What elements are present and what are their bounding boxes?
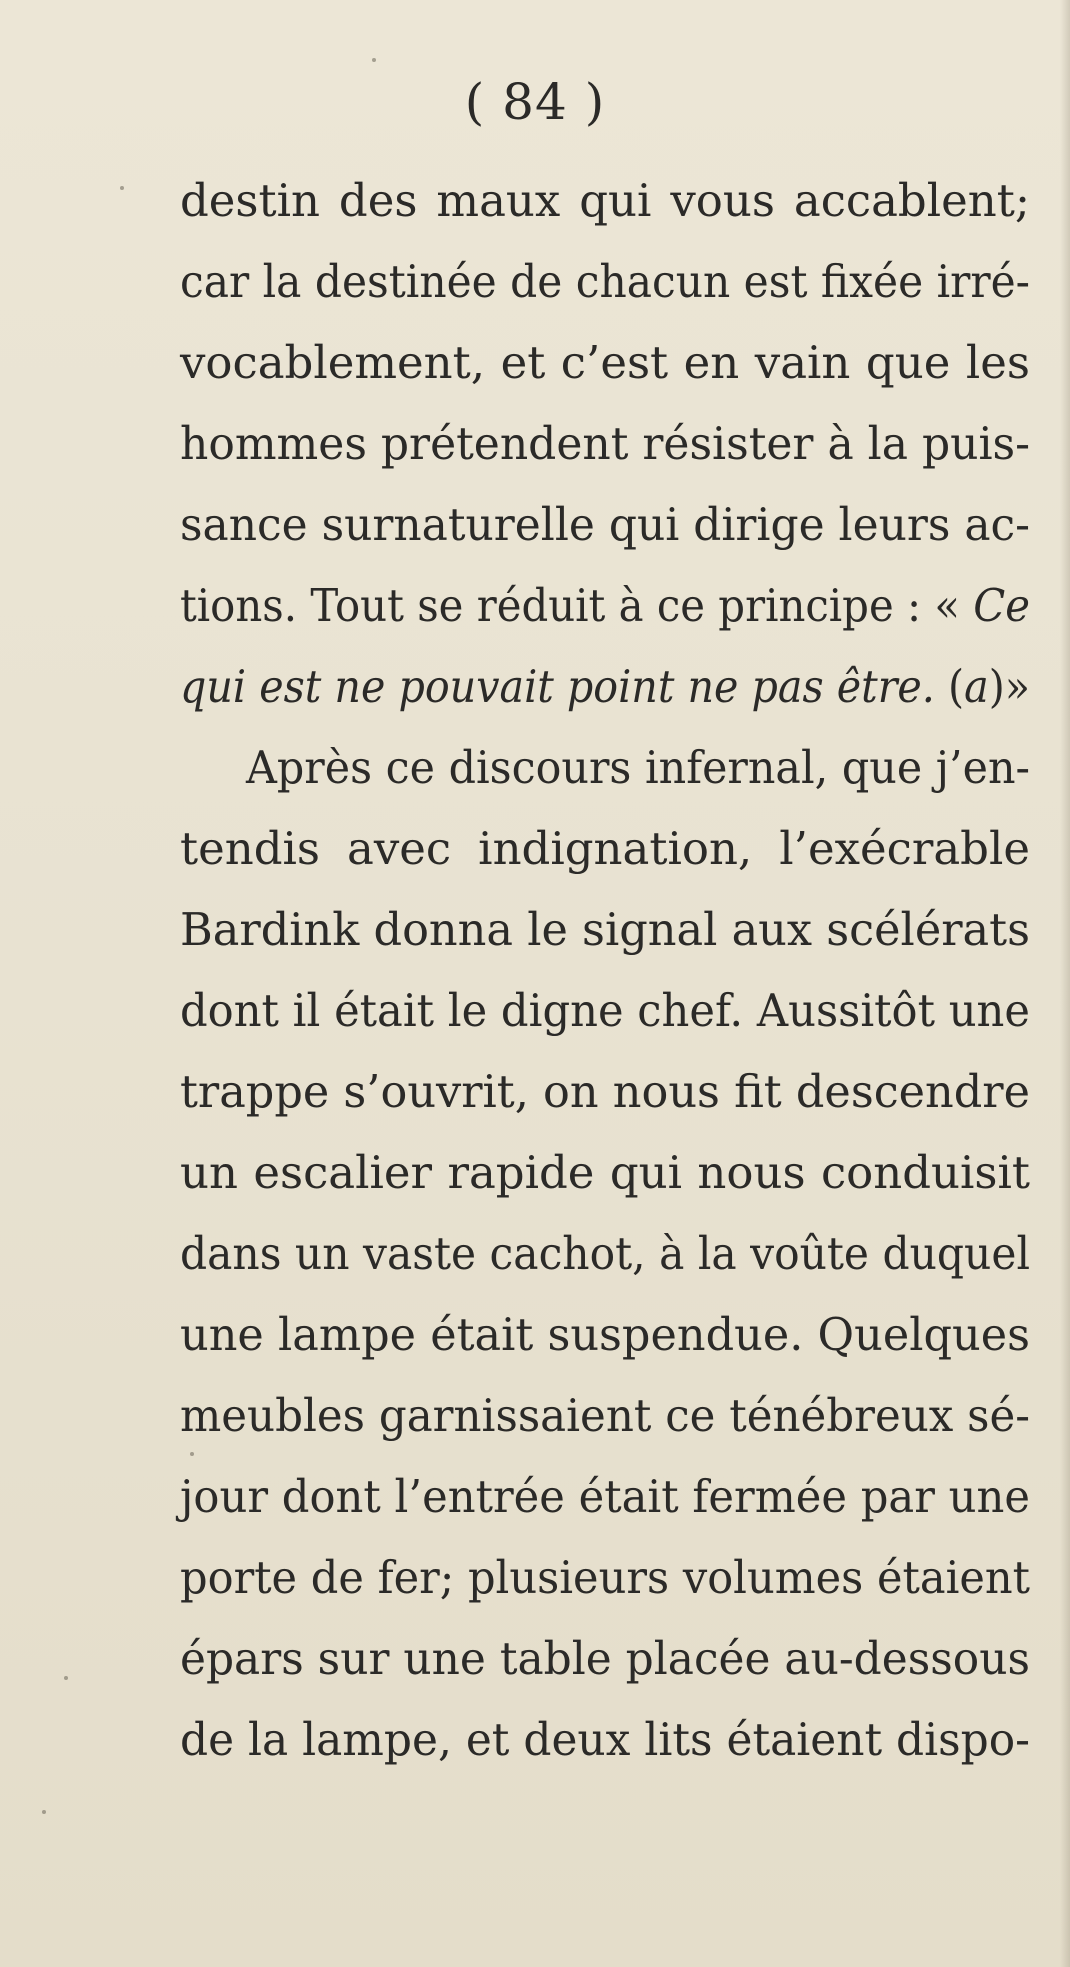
line-content — [180, 160, 1030, 241]
text-line — [180, 1132, 1050, 1213]
line-content — [180, 1294, 1030, 1375]
italic-text-segment: Ce — [973, 579, 1030, 632]
text-segment: épars sur une table placée au-dessous — [180, 1632, 1030, 1685]
text-segment: jour dont l’entrée était fermée par une — [180, 1470, 1030, 1523]
text-segment: de la lampe, et deux lits étaient dispo- — [180, 1713, 1030, 1766]
text-segment: Après ce discours infernal, que j’en- — [246, 741, 1030, 794]
text-line — [180, 727, 1050, 808]
text-line — [180, 1537, 1050, 1618]
line-content — [180, 1375, 1030, 1456]
text-segment: une lampe était suspendue. Quelques — [180, 1308, 1030, 1361]
line-content — [180, 241, 1030, 322]
text-line — [180, 484, 1050, 565]
text-segment: trappe s’ouvrit, on nous fit descendre — [180, 1065, 1030, 1118]
text-segment: porte de fer; plusieurs volumes étaient — [180, 1551, 1030, 1604]
text-segment: vocablement, et c’est en vain que les — [180, 336, 1030, 389]
paper-speck — [42, 1810, 46, 1814]
text-segment: ( — [934, 660, 965, 713]
line-content — [180, 565, 1030, 646]
text-segment: dans un vaste cachot, à la voûte duquel — [180, 1227, 1030, 1280]
line-content — [180, 1051, 1030, 1132]
text-line — [180, 1456, 1050, 1537]
text-segment: meubles garnissaient ce ténébreux sé- — [180, 1389, 1030, 1442]
text-line — [180, 241, 1050, 322]
paper-speck — [120, 186, 124, 190]
line-content — [180, 322, 1030, 403]
text-line — [180, 1699, 1050, 1780]
text-segment: tendis avec indignation, l’exécrable — [180, 822, 1030, 875]
paper-speck — [64, 1676, 68, 1680]
line-content — [246, 727, 1030, 808]
text-line — [180, 970, 1050, 1051]
text-segment: car la destinée de chacun est fixée irré- — [180, 255, 1030, 308]
line-content — [180, 403, 1030, 484]
text-line — [180, 565, 1050, 646]
text-line — [180, 403, 1050, 484]
paper-speck — [372, 58, 376, 62]
line-content — [180, 889, 1030, 970]
line-content — [180, 808, 1030, 889]
italic-text-segment: qui est ne pouvait point ne pas être. — [180, 660, 935, 713]
text-line — [180, 1618, 1050, 1699]
text-line — [180, 1213, 1050, 1294]
line-content — [180, 1456, 1030, 1537]
line-content — [180, 484, 1030, 565]
paper-speck — [190, 1452, 194, 1456]
text-line — [180, 1294, 1050, 1375]
page-spine-shadow — [1060, 0, 1070, 1967]
text-segment: Bardink donna le signal aux scélérats — [180, 903, 1030, 956]
text-segment: dont il était le digne chef. Aussitôt une — [180, 984, 1030, 1037]
line-content — [180, 646, 1030, 727]
text-segment: un escalier rapide qui nous conduisit — [180, 1146, 1030, 1199]
line-content — [180, 1132, 1030, 1213]
text-line — [180, 808, 1050, 889]
text-line — [180, 160, 1050, 241]
text-segment: sance surnaturelle qui dirige leurs ac- — [180, 498, 1030, 551]
text-line — [180, 322, 1050, 403]
page-number: ( 84 ) — [464, 73, 606, 131]
text-line — [180, 889, 1050, 970]
text-line — [180, 646, 1050, 727]
text-line — [180, 1375, 1050, 1456]
line-content — [180, 1699, 1030, 1780]
text-line — [180, 1051, 1050, 1132]
line-content — [180, 1618, 1030, 1699]
line-content — [180, 970, 1030, 1051]
body-text — [180, 160, 1050, 1780]
line-content — [180, 1537, 1030, 1618]
text-segment: )» — [988, 660, 1030, 713]
text-segment: tions. Tout se réduit à ce principe : « — [180, 579, 974, 632]
text-segment: destin des maux qui vous accablent; — [180, 174, 1030, 227]
italic-text-segment: a — [964, 660, 989, 713]
line-content — [180, 1213, 1030, 1294]
text-segment: hommes prétendent résister à la puis- — [180, 417, 1030, 470]
